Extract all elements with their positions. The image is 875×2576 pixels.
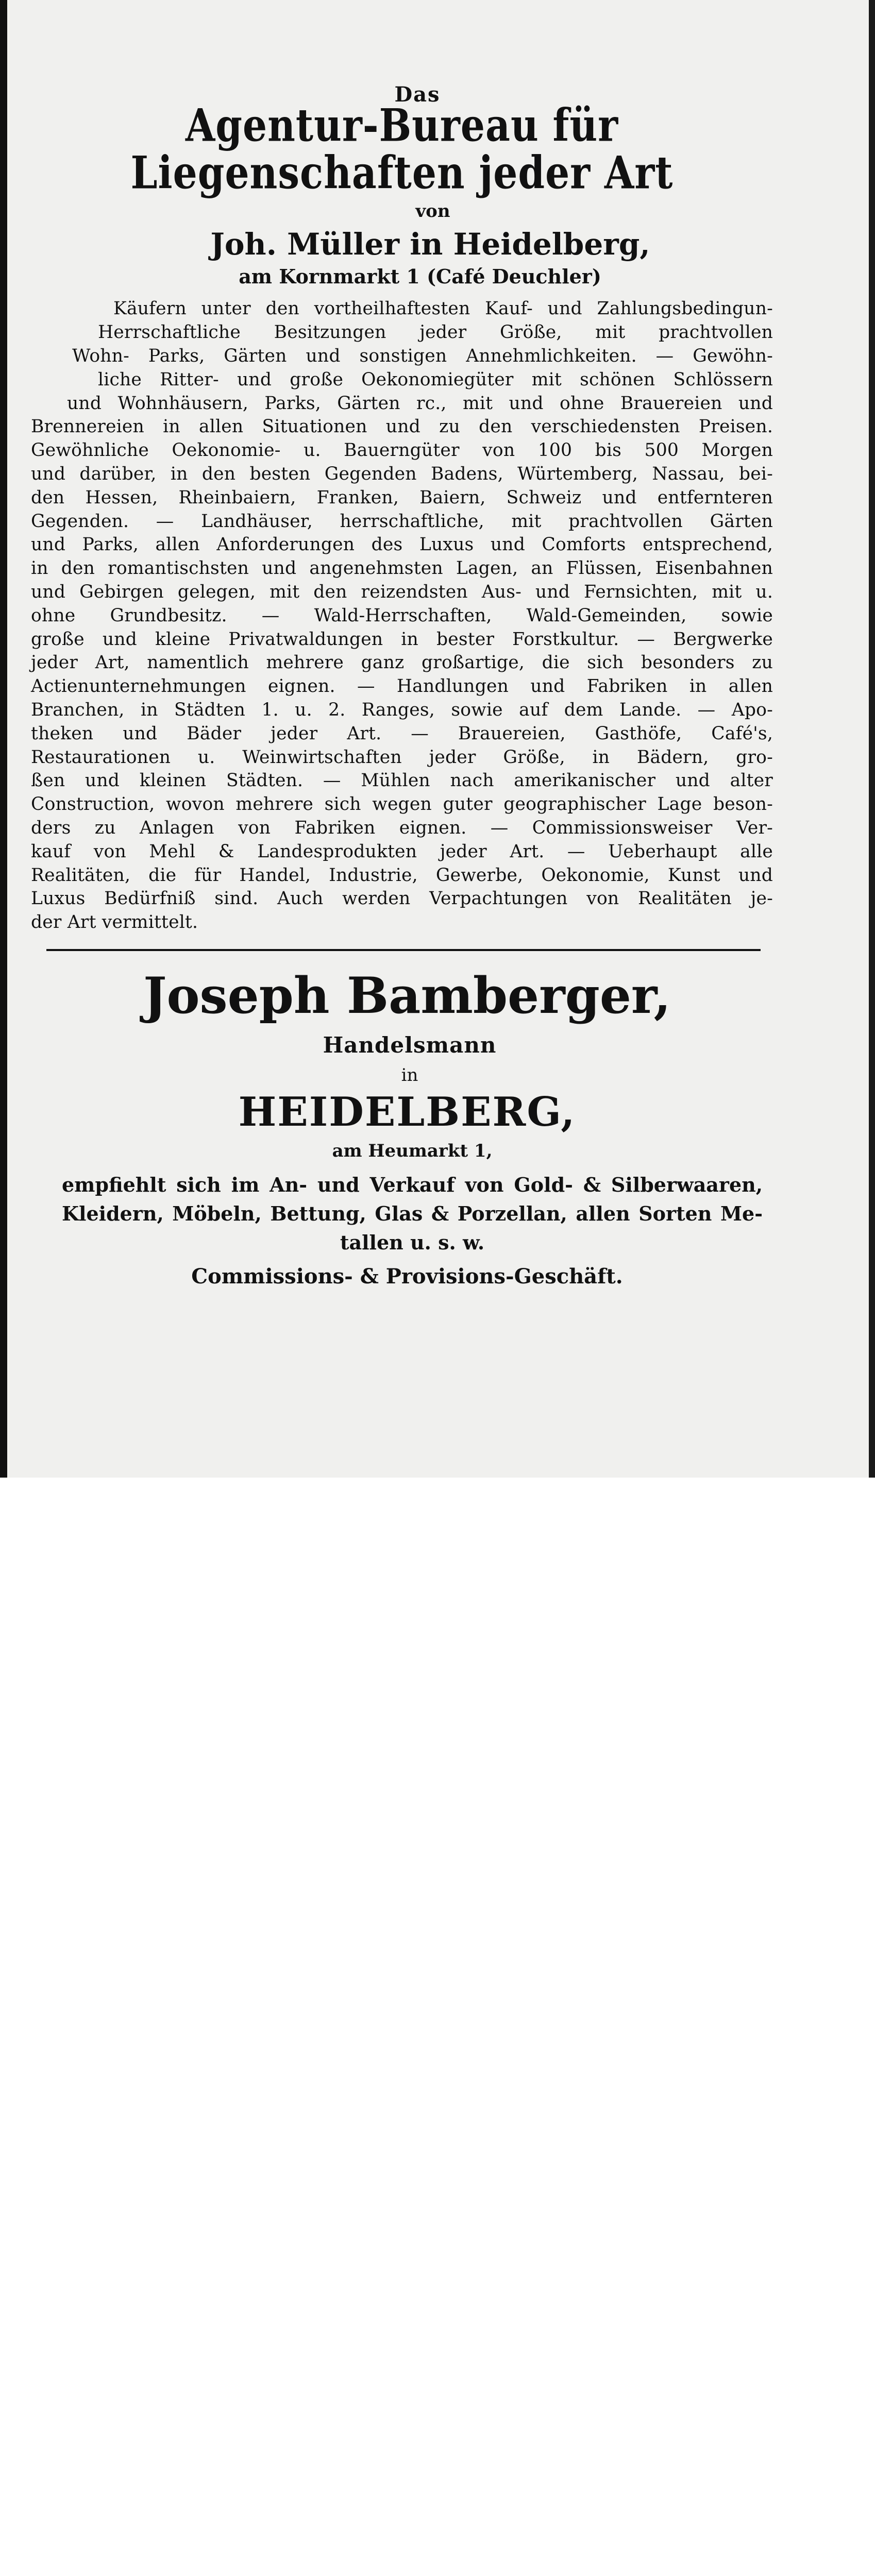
merchant-description xyxy=(41,1171,763,1257)
desc-line: Kleidern, Möbeln, Bettung, Glas & Porzellan, allen Sorten Me- xyxy=(62,1201,763,1225)
body-line: Gegenden. — Landhäuser, herrschaftliche, mit prachtvollen Gärten xyxy=(31,511,773,532)
body-line: große und kleine Privatwaldungen in bester Forstkultur. — Bergwerke xyxy=(31,629,773,650)
body-line: Herrschaftliche Besitzungen jeder Größe, mit prachtvollen xyxy=(98,322,773,343)
body-line: Wohn- Parks, Gärten und sonstigen Annehmlichkeiten. — Gewöhn- xyxy=(72,345,773,366)
body-line: der Art vermittelt. xyxy=(31,912,198,933)
body-line: ohne Grundbesitz. — Wald-Herrschaften, Wald-Gemeinden, sowie xyxy=(31,605,773,626)
body-line: und Parks, allen Anforderungen des Luxus und Comforts entsprechend, xyxy=(31,534,773,555)
merchant-trade: Handelsmann xyxy=(323,1032,497,1058)
desc-line: empfiehlt sich im An- und Verkauf von Gold- & Silberwaaren, xyxy=(62,1173,763,1196)
merchant-city: HEIDELBERG, xyxy=(238,1088,576,1136)
mueller-advertisement xyxy=(31,82,773,935)
footer-bar xyxy=(0,1478,875,1540)
body-line: Brennereien in allen Situationen und zu den verschiedensten Preisen. xyxy=(31,416,773,437)
body-line: Realitäten, die für Handel, Industrie, Gewerbe, Oekonomie, Kunst und xyxy=(31,865,773,886)
body-line: den Hessen, Rheinbaiern, Franken, Baiern, Schweiz und entfernteren xyxy=(31,487,773,508)
merchant-tagline: Commissions- & Provisions-Geschäft. xyxy=(191,1264,623,1289)
body-line: jeder Art, namentlich mehrere ganz großartige, die sich besonders zu xyxy=(31,652,773,673)
body-line: ßen und kleinen Städten. — Mühlen nach amerikanischer und alter xyxy=(31,770,773,791)
scan-right-edge xyxy=(869,0,875,1478)
scan-left-edge xyxy=(0,0,7,1478)
merchant-in: in xyxy=(401,1064,418,1086)
body-line: Branchen, in Städten 1. u. 2. Ranges, sowie auf dem Lande. — Apo- xyxy=(31,699,773,720)
body-line: Gewöhnliche Oekonomie- u. Bauerngüter von 100 bis 500 Morgen xyxy=(31,440,773,461)
body-line: Luxus Bedürfniß sind. Auch werden Verpachtungen von Realitäten je- xyxy=(31,888,773,909)
body-line: Restaurationen u. Weinwirtschaften jeder Größe, in Bädern, gro- xyxy=(31,747,773,768)
agent-name: Joh. Müller in Heidelberg, xyxy=(210,227,650,262)
body-line: Construction, wovon mehrere sich wegen guter geographischer Lage beson- xyxy=(31,794,773,815)
section-divider xyxy=(46,949,761,951)
ad-headline: Agentur-Bureau für Liegenschaften jeder Art xyxy=(130,99,674,199)
body-line: liche Ritter- und große Oekonomiegüter mit schönen Schlössern xyxy=(98,369,773,390)
body-line: in den romantischsten und angenehmsten Lagen, an Flüssen, Eisenbahnen xyxy=(31,558,773,579)
desc-line: tallen u. s. w. xyxy=(340,1230,485,1254)
bamberger-advertisement xyxy=(31,969,773,1289)
ad-von: von xyxy=(415,201,450,222)
body-line: Käufern unter den vortheilhaftesten Kauf- und Zahlungsbedingun- xyxy=(113,298,773,319)
merchant-address: am Heumarkt 1, xyxy=(332,1140,493,1161)
body-line: theken und Bäder jeder Art. — Brauereien, Gasthöfe, Café's, xyxy=(31,723,773,744)
body-line: kauf von Mehl & Landesprodukten jeder Art. — Ueberhaupt alle xyxy=(31,841,773,862)
ad-body-text xyxy=(31,297,773,935)
body-line: und Gebirgen gelegen, mit den reizendsten Aus- und Fernsichten, mit u. xyxy=(31,581,773,602)
body-line: Actienunternehmungen eignen. — Handlungen und Fabriken in allen xyxy=(31,676,773,697)
ad-intro-word: Das xyxy=(394,82,441,107)
body-line: und darüber, in den besten Gegenden Badens, Würtemberg, Nassau, bei- xyxy=(31,463,773,484)
agent-address: am Kornmarkt 1 (Café Deuchler) xyxy=(239,265,601,289)
body-line: und Wohnhäusern, Parks, Gärten rc., mit und ohne Brauereien und xyxy=(67,393,773,414)
merchant-name: Joseph Bamberger, xyxy=(143,967,671,1025)
body-line: ders zu Anlagen von Fabriken eignen. — Commissionsweiser Ver- xyxy=(31,817,773,838)
